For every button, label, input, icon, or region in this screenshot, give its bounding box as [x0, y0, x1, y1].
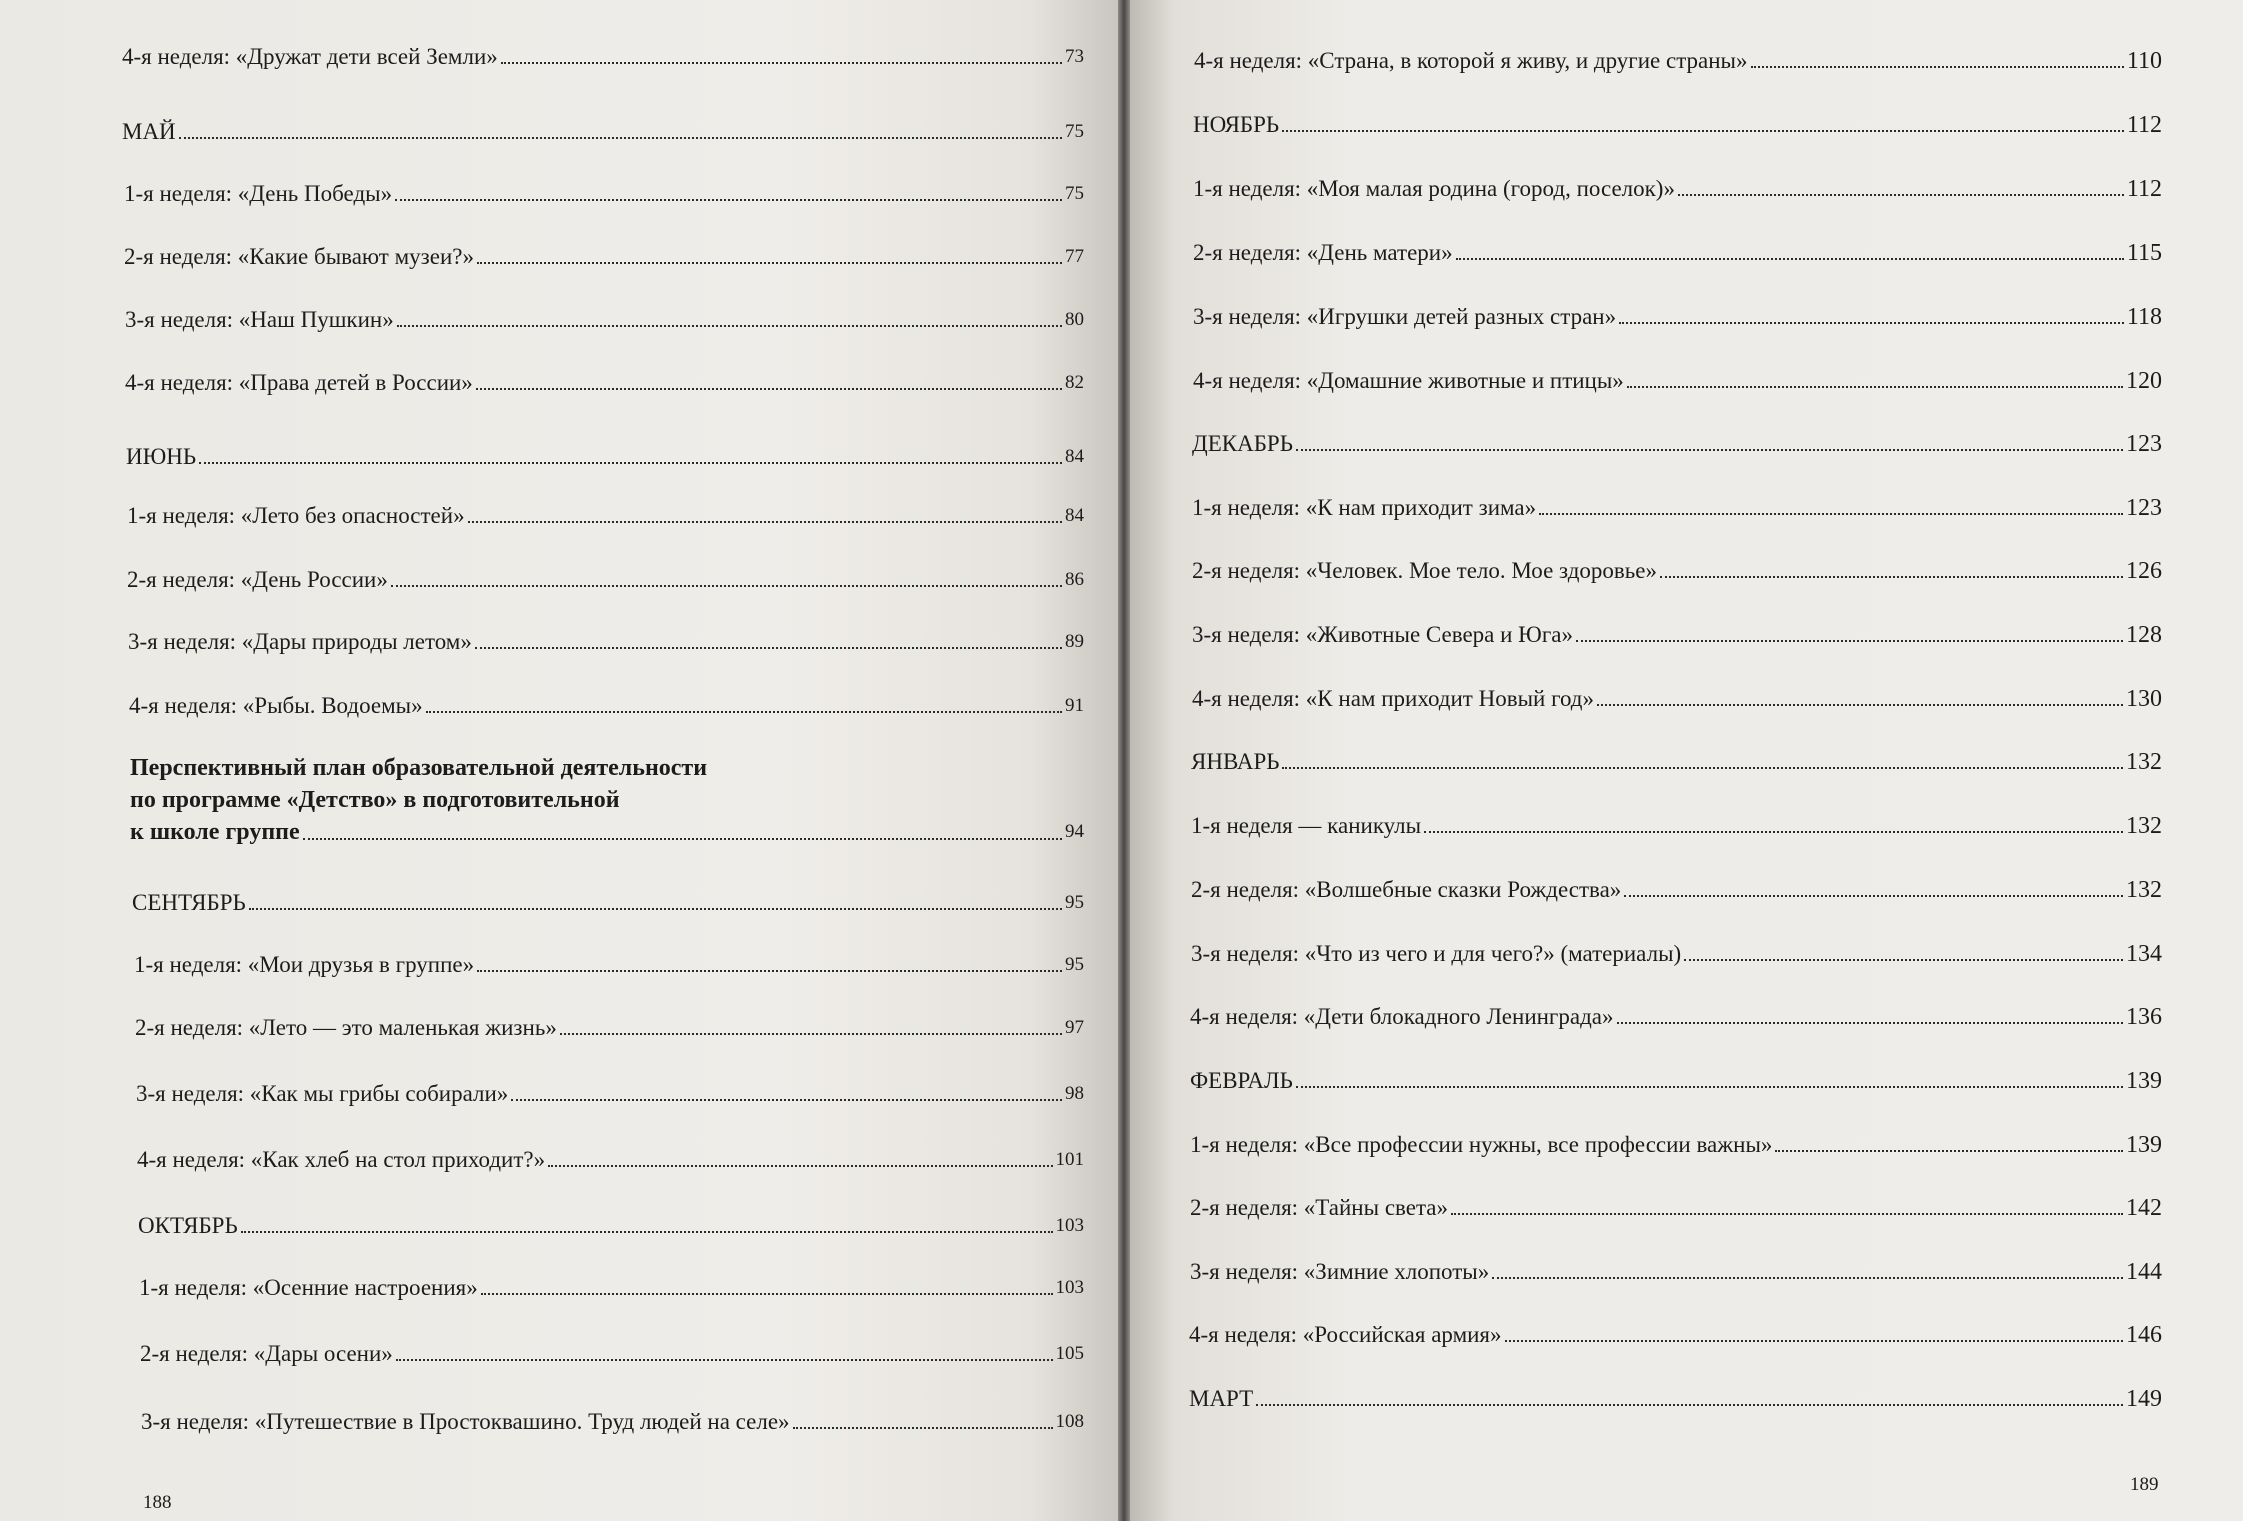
- toc-entry: 4-я неделя: «Как хлеб на стол приходит?» 101: [137, 1147, 1084, 1172]
- toc-entry: 4-я неделя: «Страна, в которой я живу, и другие страны» 110: [1194, 48, 2162, 74]
- toc-month-heading: ДЕКАБРЬ 123: [1192, 431, 2162, 457]
- toc-entry: 1-я неделя: «Все профессии нужны, все профессии важны» 139: [1190, 1132, 2162, 1158]
- toc-entry: 4-я неделя: «Права детей в России» 82: [125, 370, 1084, 395]
- toc-entry: 4-я неделя: «Российская армия» 146: [1189, 1322, 2162, 1348]
- toc-entry: 3-я неделя: «Животные Севера и Юга» 128: [1192, 622, 2162, 648]
- toc-entry: 1-я неделя: «К нам приходит зима» 123: [1192, 495, 2162, 521]
- toc-entry: 2-я неделя: «Какие бывают музеи?» 77: [124, 244, 1084, 269]
- toc-month-heading: ЯНВАРЬ 132: [1191, 749, 2162, 775]
- toc-entry: 4-я неделя: «К нам приходит Новый год» 130: [1192, 686, 2162, 712]
- toc-entry: 3-я неделя: «Дары природы летом» 89: [128, 629, 1084, 654]
- toc-month-heading: СЕНТЯБРЬ 95: [132, 890, 1084, 915]
- toc-entry: 2-я неделя: «День матери» 115: [1193, 240, 2162, 266]
- toc-entry: 1-я неделя — каникулы 132: [1191, 813, 2162, 839]
- toc-entry: 3-я неделя: «Игрушки детей разных стран» 118: [1193, 304, 2162, 330]
- toc-entry: 4-я неделя: «Рыбы. Водоемы» 91: [129, 693, 1084, 718]
- toc-entry: 3-я неделя: «Как мы грибы собирали» 98: [136, 1081, 1084, 1106]
- toc-entry: 1-я неделя: «Моя малая родина (город, поселок)» 112: [1193, 176, 2162, 202]
- page-number: 189: [2130, 1474, 2159, 1495]
- toc-entry: 3-я неделя: «Путешествие в Простоквашино. Труд людей на селе» 108: [141, 1409, 1084, 1434]
- toc-entry: 1-я неделя: «Осенние настроения» 103: [139, 1275, 1084, 1300]
- page-number: 188: [143, 1492, 172, 1513]
- toc-entry: 3-я неделя: «Зимние хлопоты» 144: [1190, 1259, 2162, 1285]
- toc-month-heading: МАЙ 75: [122, 119, 1084, 144]
- toc-entry: 2-я неделя: «Тайны света» 142: [1190, 1195, 2162, 1221]
- section-heading: Перспективный план образовательной деятельности по программе «Детство» в подготовительной к школе группе 94: [130, 755, 1084, 845]
- toc-month-heading: ИЮНЬ 84: [126, 444, 1084, 469]
- toc-entry: 2-я неделя: «Волшебные сказки Рождества» 132: [1191, 877, 2162, 903]
- book-gutter: [1118, 0, 1130, 1521]
- toc-entry: 2-я неделя: «День России» 86: [127, 567, 1084, 592]
- toc-month-heading: ОКТЯБРЬ 103: [138, 1213, 1084, 1238]
- toc-entry: 1-я неделя: «Лето без опасностей» 84: [127, 503, 1084, 528]
- toc-entry: 4-я неделя: «Домашние животные и птицы» 120: [1193, 368, 2162, 394]
- toc-entry: 2-я неделя: «Дары осени» 105: [140, 1341, 1084, 1366]
- toc-entry: 4-я неделя: «Дети блокадного Ленинграда» 136: [1190, 1004, 2162, 1030]
- toc-entry: 1-я неделя: «Мои друзья в группе» 95: [134, 952, 1084, 977]
- toc-entry: 3-я неделя: «Что из чего и для чего?» (материалы) 134: [1191, 941, 2162, 967]
- right-page: [1130, 0, 2243, 1521]
- left-page: [0, 0, 1118, 1521]
- toc-month-heading: ФЕВРАЛЬ 139: [1190, 1068, 2162, 1094]
- toc-entry: 3-я неделя: «Наш Пушкин» 80: [125, 307, 1084, 332]
- toc-entry: 2-я неделя: «Человек. Мое тело. Мое здоровье» 126: [1192, 558, 2162, 584]
- toc-entry: 4-я неделя: «Дружат дети всей Земли» 73: [122, 44, 1084, 69]
- toc-entry: 2-я неделя: «Лето — это маленькая жизнь» 97: [135, 1015, 1084, 1040]
- toc-entry: 1-я неделя: «День Победы» 75: [124, 181, 1084, 206]
- toc-month-heading: НОЯБРЬ 112: [1193, 112, 2162, 138]
- toc-month-heading: МАРТ 149: [1189, 1386, 2162, 1412]
